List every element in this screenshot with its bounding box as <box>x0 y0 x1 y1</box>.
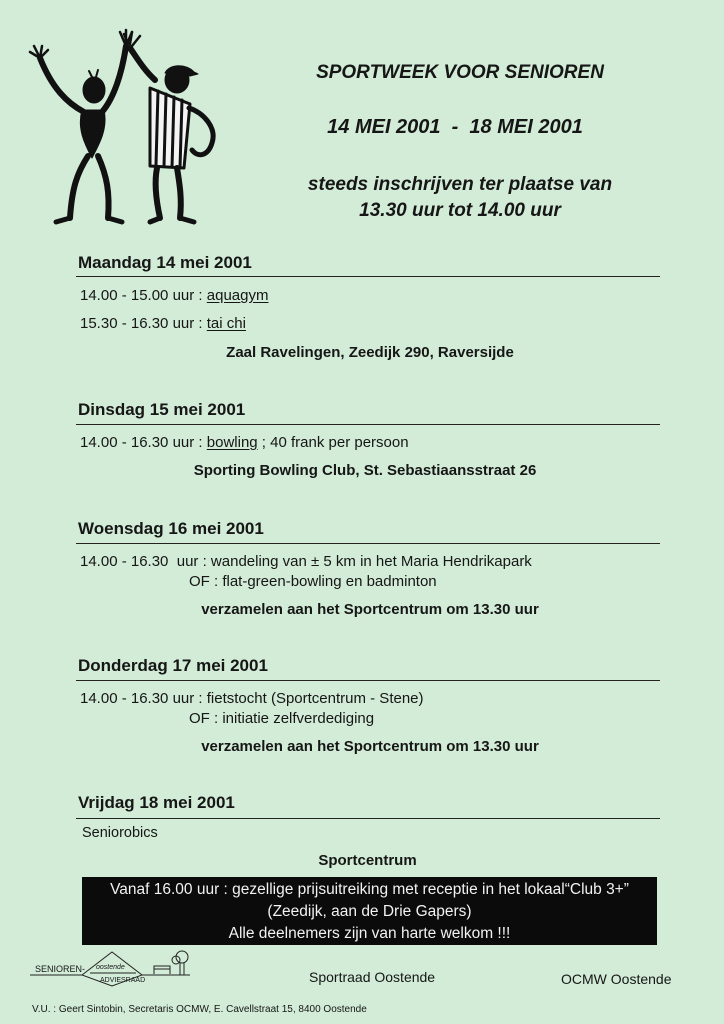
poster-title: SPORTWEEK VOOR SENIOREN <box>316 62 604 83</box>
schedule-line: 15.30 - 16.30 uur : tai chi <box>80 315 246 332</box>
meeting-point-text: verzamelen aan het Sportcentrum om 13.30 uur <box>201 601 539 618</box>
day-heading-wednesday: Woensdag 16 mei 2001 <box>78 519 264 538</box>
registration-line-1: steeds inschrijven ter plaatse van <box>307 174 613 195</box>
ocmw-text: OCMW Oostende <box>561 971 672 987</box>
divider <box>76 543 660 544</box>
high-five-figures-illustration <box>22 18 232 233</box>
closing-banner <box>82 877 657 945</box>
sportraad-text: Sportraad Oostende <box>309 969 436 985</box>
banner-line: (Zeedijk, aan de Drie Gapers) <box>267 903 472 920</box>
registration-line-2: 13.30 uur tot 14.00 uur <box>359 200 561 221</box>
responsible-publisher-text: V.U. : Geert Sintobin, Secretaris OCMW, E. Cavellstraat 15, 8400 Oostende <box>32 1004 367 1015</box>
schedule-line: 14.00 - 15.00 uur : aquagym <box>80 287 269 304</box>
banner-line: Vanaf 16.00 uur : gezellige prijsuitreiking met receptie in het lokaal“Club 3+” <box>110 881 629 898</box>
location-text: Sporting Bowling Club, St. Sebastiaansstraat 26 <box>193 462 537 479</box>
day-heading-thursday: Donderdag 17 mei 2001 <box>78 656 268 675</box>
schedule-line-alternative: OF : initiatie zelfverdediging <box>189 710 375 727</box>
logo-text-bottom: ADVIESRAAD <box>100 977 146 984</box>
schedule-line: 14.00 - 16.30 uur : bowling ; 40 frank per persoon <box>80 434 409 451</box>
location-text: Sportcentrum <box>318 852 417 869</box>
divider <box>76 276 660 277</box>
divider <box>76 818 660 819</box>
schedule-line: 14.00 - 16.30 uur : fietstocht (Sportcentrum - Stene) <box>80 690 424 707</box>
divider <box>76 680 660 681</box>
logo-text-top: SENIOREN- <box>35 964 86 974</box>
day-heading-friday: Vrijdag 18 mei 2001 <box>78 793 235 812</box>
poster-dates: 14 MEI 2001 - 18 MEI 2001 <box>327 116 583 138</box>
meeting-point-text: verzamelen aan het Sportcentrum om 13.30 uur <box>201 738 539 755</box>
day-heading-monday: Maandag 14 mei 2001 <box>78 253 252 272</box>
divider <box>76 424 660 425</box>
banner-line: Alle deelnemers zijn van harte welkom !!! <box>228 925 511 942</box>
schedule-line: 14.00 - 16.30 uur : wandeling van ± 5 km in het Maria Hendrikapark <box>80 553 532 570</box>
day-heading-tuesday: Dinsdag 15 mei 2001 <box>78 400 246 419</box>
schedule-line-alternative: OF : flat-green-bowling en badminton <box>189 573 437 590</box>
activity-text: Seniorobics <box>82 825 158 841</box>
location-text: Zaal Ravelingen, Zeedijk 290, Raversijde <box>226 344 514 361</box>
logo-text-middle: oostende <box>96 964 125 971</box>
